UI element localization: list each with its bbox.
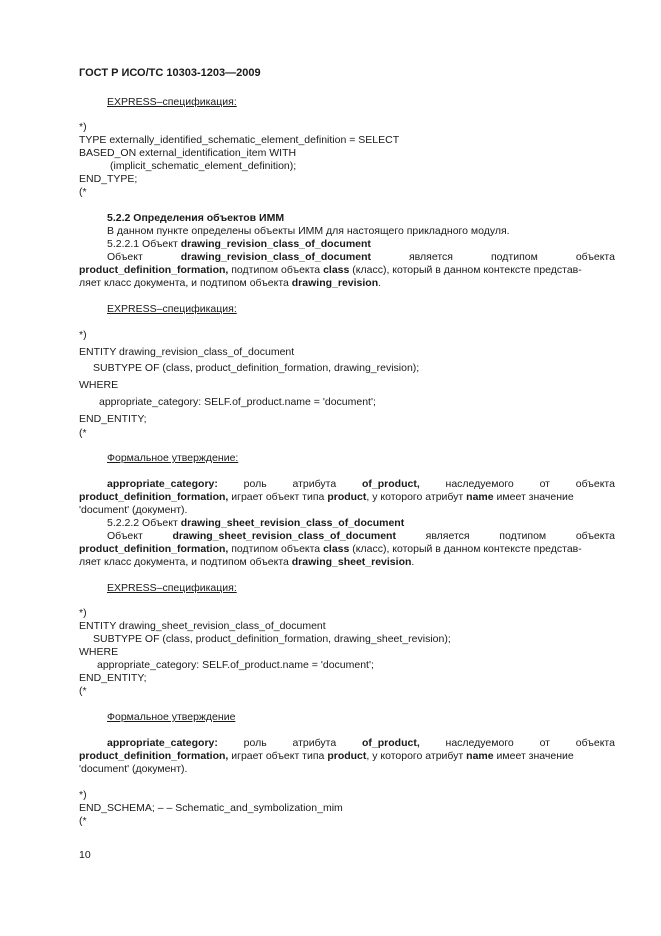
text: . xyxy=(411,556,415,568)
comment-open-marker: (* xyxy=(79,427,87,439)
word: объекта xyxy=(575,251,615,263)
object-title-prefix: 5.2.2.2 Объект xyxy=(107,517,181,529)
comment-close-marker: *) xyxy=(79,329,87,341)
comment-open-marker: (* xyxy=(79,685,87,697)
word: атрибута xyxy=(292,737,337,749)
word: от xyxy=(539,737,550,749)
section-intro: В данном пункте определены объекты ИММ для настоящего прикладного модуля. xyxy=(107,225,510,237)
formal-line xyxy=(107,737,615,750)
text: (класс), который в данном контексте представ- xyxy=(349,264,582,276)
code-line: WHERE xyxy=(79,379,119,391)
code-line: WHERE xyxy=(79,646,119,658)
text: играет объект типа xyxy=(228,491,328,503)
formal-statement-label: Формальное утверждение xyxy=(107,711,236,723)
bold-term: product_definition_formation, xyxy=(79,750,229,762)
comment-close-marker: *) xyxy=(79,789,87,801)
bold-term: product xyxy=(327,491,367,503)
bold-term: drawing_sheet_revision xyxy=(291,556,412,568)
bold-term: class xyxy=(323,543,350,555)
formal-line: 'document' (документ). xyxy=(79,763,188,775)
word: роль xyxy=(243,478,267,490)
bold-term: product xyxy=(327,750,367,762)
code-line: ENTITY drawing_sheet_revision_class_of_document xyxy=(79,620,326,632)
formal-line: 'document' (документ). xyxy=(79,504,188,516)
word: наследуемого xyxy=(445,737,514,749)
text: ляет класс документа, и подтипом объекта xyxy=(79,556,292,568)
code-line: appropriate_category: SELF.of_product.name = 'document'; xyxy=(97,659,374,671)
text: имеет значение xyxy=(493,750,574,762)
page-header: ГОСТ Р ИСО/ТС 10303-1203—2009 xyxy=(79,67,261,79)
word: является xyxy=(409,251,453,263)
express-spec-label: EXPRESS–спецификация: xyxy=(107,96,237,108)
word: drawing_revision_class_of_document xyxy=(180,251,371,263)
bold-term: product_definition_formation, xyxy=(79,264,229,276)
formal-statement-label: Формальное утверждение: xyxy=(107,452,239,464)
text: играет объект типа xyxy=(228,750,328,762)
word: подтипом xyxy=(490,251,538,263)
comment-open-marker: (* xyxy=(79,815,87,827)
word: Объект xyxy=(107,530,143,542)
object-title-prefix: 5.2.2.1 Объект xyxy=(107,238,181,250)
object-title xyxy=(107,517,404,530)
object-desc-line xyxy=(79,556,414,569)
object-title-name: drawing_revision_class_of_document xyxy=(180,238,371,250)
bold-term: name xyxy=(466,750,494,762)
text: . xyxy=(378,277,382,289)
code-line: (implicit_schematic_element_definition); xyxy=(110,160,297,172)
bold-term: product_definition_formation, xyxy=(79,543,229,555)
code-line: TYPE externally_identified_schematic_element_definition = SELECT xyxy=(79,134,400,146)
object-desc-line xyxy=(79,543,582,556)
word: appropriate_category: xyxy=(107,737,218,749)
code-line: END_ENTITY; xyxy=(79,413,147,425)
word: является xyxy=(425,530,470,542)
word: of_product, xyxy=(362,478,420,490)
word: объекта xyxy=(575,530,615,542)
code-line: appropriate_category: SELF.of_product.name = 'document'; xyxy=(99,396,376,408)
code-line: BASED_ON external_identification_item WITH xyxy=(79,147,297,159)
object-title xyxy=(107,238,371,251)
code-line: SUBTYPE OF (class, product_definition_formation, drawing_revision); xyxy=(93,362,420,374)
word: наследуемого xyxy=(445,478,514,490)
word: объекта xyxy=(575,737,615,749)
word: объекта xyxy=(575,478,615,490)
text: имеет значение xyxy=(493,491,574,503)
text: , у которого атрибут xyxy=(366,750,467,762)
page-number: 10 xyxy=(79,849,91,861)
word: от xyxy=(539,478,550,490)
object-desc-line xyxy=(79,264,582,277)
bold-term: name xyxy=(466,491,494,503)
bold-term: drawing_revision xyxy=(291,277,379,289)
text: , у которого атрибут xyxy=(366,491,467,503)
formal-line xyxy=(79,491,574,504)
comment-close-marker: *) xyxy=(79,121,87,133)
express-spec-label: EXPRESS–спецификация: xyxy=(107,582,237,594)
formal-line xyxy=(79,750,574,763)
text: подтипом объекта xyxy=(228,543,324,555)
text: подтипом объекта xyxy=(228,264,324,276)
code-line: END_ENTITY; xyxy=(79,672,147,684)
word: drawing_sheet_revision_class_of_document xyxy=(172,530,396,542)
bold-term: class xyxy=(323,264,350,276)
object-title-name: drawing_sheet_revision_class_of_document xyxy=(180,517,405,529)
text: (класс), который в данном контексте представ- xyxy=(349,543,582,555)
object-desc-line xyxy=(107,530,615,543)
comment-open-marker: (* xyxy=(79,186,87,198)
text: ляет класс документа, и подтипом объекта xyxy=(79,277,292,289)
code-line: ENTITY drawing_revision_class_of_document xyxy=(79,346,295,358)
code-line: SUBTYPE OF (class, product_definition_formation, drawing_sheet_revision); xyxy=(93,633,451,645)
comment-close-marker: *) xyxy=(79,607,87,619)
word: роль xyxy=(243,737,267,749)
object-desc-line xyxy=(107,251,615,264)
word: атрибута xyxy=(292,478,337,490)
express-spec-label: EXPRESS–спецификация: xyxy=(107,303,237,315)
word: appropriate_category: xyxy=(107,478,218,490)
formal-line xyxy=(107,478,615,491)
object-desc-line xyxy=(79,277,381,290)
section-heading: 5.2.2 Определения объектов ИММ xyxy=(107,212,285,224)
bold-term: product_definition_formation, xyxy=(79,491,229,503)
word: of_product, xyxy=(362,737,420,749)
word: подтипом xyxy=(499,530,547,542)
code-line: END_TYPE; xyxy=(79,173,138,185)
code-line: END_SCHEMA; – – Schematic_and_symbolization_mim xyxy=(79,802,343,814)
word: Объект xyxy=(107,251,143,263)
